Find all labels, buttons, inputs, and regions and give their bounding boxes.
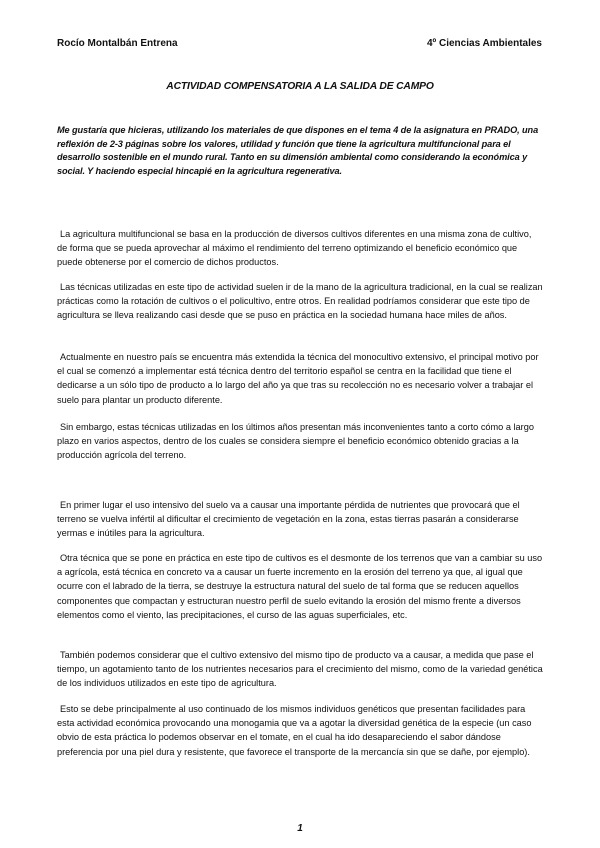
page-number: 1 xyxy=(297,823,303,834)
paragraph xyxy=(57,280,544,323)
paragraph xyxy=(57,420,544,463)
assignment-prompt: Me gustaría que hicieras, utilizando los materiales de que dispones en el tema 4 de la asignatura en PRADO, una reflexión de 2-3 páginas sobre los valores, utilidad y función que tiene la agricultura multifuncional para el desarrollo sostenible en el mundo rural. Tanto en su dimensión ambiental como considerando la económica y social. Y haciendo especial hincapié en la agricultura regenerativa. xyxy=(57,125,539,176)
header-course: 4º Ciencias Ambientales xyxy=(427,38,542,49)
paragraph-text: Esto se debe principalmente al uso continuado de los mismos individuos genéticos que presentan facilidades para esta actividad económica provocando una monogamia que va a agotar la diversidad genética de la especie (un caso obvio de esta práctica lo podemos observar en el tomate, en el cual ha ido desapareciendo el sabor dándose preferencia por una piel dura y resistente, que favorece el transporte de la mercancía sin que se dañe, por ejemplo). xyxy=(57,704,532,757)
paragraph xyxy=(57,648,544,691)
paragraph-text: Sin embargo, estas técnicas utilizadas en los últimos años presentan más inconvenientes tanto a corto cómo a largo plazo en varios aspectos, dentro de los cuales se considera siempre el beneficio económico obtenido gracias a la producción agrícola del terreno. xyxy=(57,422,534,461)
paragraph-text: La agricultura multifuncional se basa en la producción de diversos cultivos diferentes en una misma zona de cultivo, de forma que se pueda aprovechar al máximo el rendimiento del terreno optimizando el beneficio económico que puede obtenerse por el comercio de dichos productos. xyxy=(57,229,532,268)
paragraph-text: Otra técnica que se pone en práctica en este tipo de cultivos es el desmonte de los terrenos que van a cambiar su uso a agrícola, está técnica en concreto va a causar un fuerte incremento en la erosión del terreno ya que, al igual que ocurre con el labrado de la tierra, se destruye la estructura natural del suelo de tal forma que se reducen aquellos componentes que compactan y estructuran nuestro perfil de suelo evitando la erosión del mismo frente a diversos elementos como el viento, las precipitaciones, el curso de las aguas superficiales, etc. xyxy=(57,553,543,620)
paragraph xyxy=(57,350,544,407)
paragraph xyxy=(57,227,544,270)
document-title: ACTIVIDAD COMPENSATORIA A LA SALIDA DE CAMPO xyxy=(166,81,434,92)
paragraph-text: Las técnicas utilizadas en este tipo de actividad suelen ir de la mano de la agricultura tradicional, en la cual se realizan prácticas como la rotación de cultivos o el policultivo, entre otros. En realidad podríamos considerar que este tipo de agricultura se lleva realizando casi desde que se puso en práctica en la sociedad humana hace miles de años. xyxy=(57,282,543,321)
paragraph xyxy=(57,551,544,622)
paragraph xyxy=(57,498,544,541)
paragraph-text: En primer lugar el uso intensivo del suelo va a causar una importante pérdida de nutrientes que provocará que el terreno se vuelva infértil al dificultar el crecimiento de vegetación en la zona, estas tierras pasarán a considerarse yermas e inútiles para la agricultura. xyxy=(57,500,520,539)
header-author: Rocío Montalbán Entrena xyxy=(57,38,178,49)
paragraph-text: También podemos considerar que el cultivo extensivo del mismo tipo de producto va a causar, a medida que pase el tiempo, un agotamiento tanto de los nutrientes necesarios para el crecimiento del mismo, como de la variedad genética de los individuos utilizados en este tipo de agricultura. xyxy=(57,650,543,689)
paragraph xyxy=(57,702,544,759)
paragraph-text: Actualmente en nuestro país se encuentra más extendida la técnica del monocultivo extensivo, el principal motivo por el cual se comenzó a implementar está técnica dentro del territorio español se centra en la facilidad que tiene el dedicarse a un sólo tipo de producto a lo largo del año ya que tras su recolección no es necesario volver a trabajar el suelo para plantar un producto diferente. xyxy=(57,352,539,405)
